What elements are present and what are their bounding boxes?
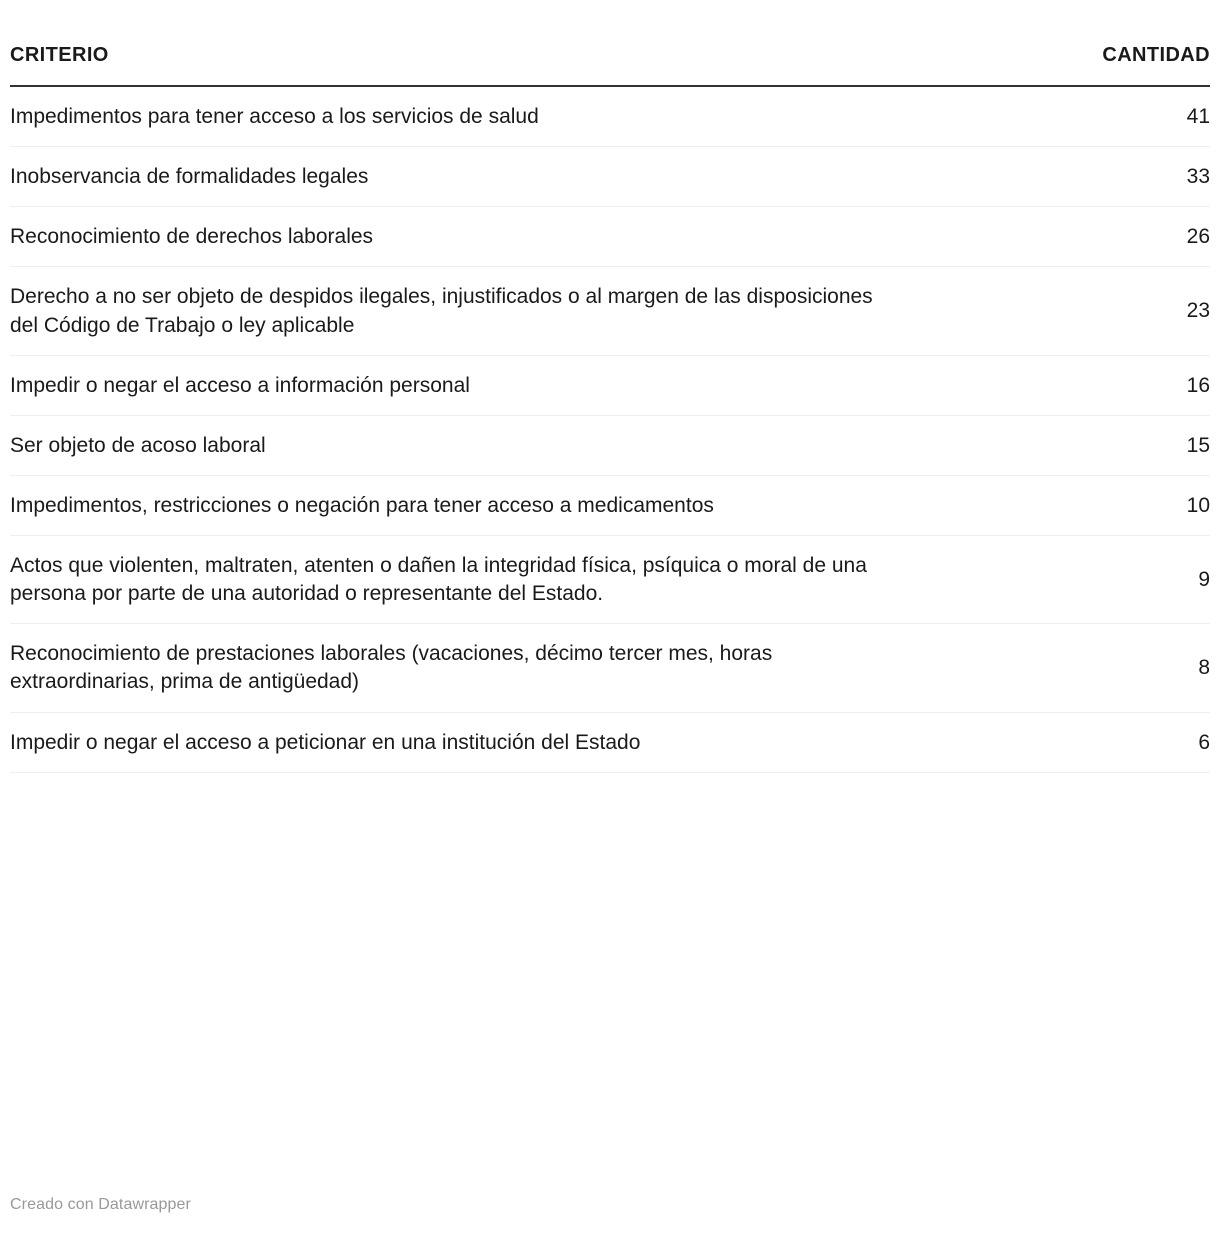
table-row: [10, 86, 1210, 147]
cell-criterio: Reconocimiento de prestaciones laborales (vacaciones, décimo tercer mes, horas extraordinarias, prima de antigüedad): [10, 624, 898, 712]
cell-cantidad: 26: [898, 207, 1210, 267]
data-table: [10, 0, 1210, 773]
cell-cantidad: 15: [898, 415, 1210, 475]
cell-criterio: Inobservancia de formalidades legales: [10, 147, 898, 207]
cell-cantidad: 9: [898, 536, 1210, 624]
table-row: [10, 536, 1210, 624]
cell-criterio: Reconocimiento de derechos laborales: [10, 207, 898, 267]
table-row: [10, 712, 1210, 772]
cell-criterio: Actos que violenten, maltraten, atenten o dañen la integridad física, psíquica o moral de una persona por parte de una autoridad o representante del Estado.: [10, 536, 898, 624]
cell-cantidad: 23: [898, 267, 1210, 355]
cell-cantidad: 10: [898, 475, 1210, 535]
table-body: [10, 86, 1210, 772]
datawrapper-credit[interactable]: Creado con Datawrapper: [10, 1196, 191, 1213]
cell-criterio: Impedimentos, restricciones o negación para tener acceso a medicamentos: [10, 475, 898, 535]
cell-cantidad: 41: [898, 86, 1210, 147]
chart-footer: [10, 1170, 1210, 1236]
cell-criterio: Derecho a no ser objeto de despidos ilegales, injustificados o al margen de las disposiciones del Código de Trabajo o ley aplicable: [10, 267, 898, 355]
table-header: [10, 0, 1210, 86]
table-row: [10, 207, 1210, 267]
table-header-row: [10, 0, 1210, 86]
cell-cantidad: 16: [898, 355, 1210, 415]
cell-cantidad: 6: [898, 712, 1210, 772]
table-row: [10, 415, 1210, 475]
table-row: [10, 267, 1210, 355]
table-row: [10, 147, 1210, 207]
cell-criterio: Ser objeto de acoso laboral: [10, 415, 898, 475]
cell-criterio: Impedir o negar el acceso a peticionar en una institución del Estado: [10, 712, 898, 772]
column-header-criterio: CRITERIO: [10, 0, 898, 86]
table-row: [10, 355, 1210, 415]
table-row: [10, 475, 1210, 535]
cell-cantidad: 8: [898, 624, 1210, 712]
column-header-cantidad: CANTIDAD: [898, 0, 1210, 86]
cell-cantidad: 33: [898, 147, 1210, 207]
cell-criterio: Impedir o negar el acceso a información personal: [10, 355, 898, 415]
table-row: [10, 624, 1210, 712]
cell-criterio: Impedimentos para tener acceso a los servicios de salud: [10, 86, 898, 147]
